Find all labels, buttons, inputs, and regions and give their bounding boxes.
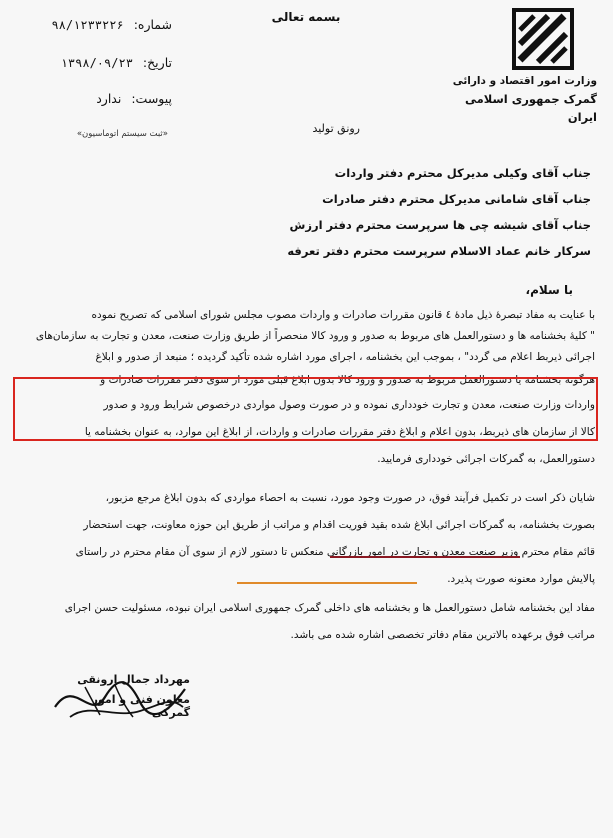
- body-line: کالا از سازمان های ذیربط، بدون اعلام و ابلاغ دفتر مقررات صادرات و واردات، از ابلاغ این موارد، به عنوان بخشنامه یا: [84, 426, 595, 438]
- cc-line: رونق تولید: [312, 122, 360, 135]
- recipients-list: [151, 160, 591, 264]
- customs-logo: [512, 8, 574, 70]
- registered-note: «ثبت سیستم اتوماسیون»: [76, 129, 168, 139]
- letter-attachment: [12, 91, 172, 111]
- body-line: مراتب فوق برعهده بالاترین مقام دفاتر تخصصی اشاره شده می باشد.: [290, 629, 595, 641]
- highlight-box: [13, 377, 598, 441]
- signatory-title: معاون فنی و امور گمرکی: [91, 693, 190, 719]
- paragraph-3: [15, 595, 595, 649]
- org-ministry: وزارت امور اقتصاد و دارائی: [452, 75, 597, 87]
- body-line: شایان ذکر است در تکمیل فرآیند فوق، در صورت وجود مورد، نسبت به احصاء مواردی که بدون ابلاغ مرجع مزبور،: [105, 492, 595, 504]
- attachment-value: ندارد: [96, 91, 122, 106]
- body-line: بصورت بخشنامه، به گمرکات اجرائی ابلاغ شده بقید فوریت اقدام و مراتب از طریق این حوزه معاونت، جهت استحضار: [83, 519, 595, 531]
- attachment-label: پیوست:: [131, 91, 172, 106]
- letter-date-label: تاریخ:: [142, 55, 172, 70]
- letter-number: [12, 17, 172, 37]
- signatory-name: مهرداد جمال ارونقی: [77, 673, 190, 686]
- body-line: واردات وزارت صنعت، معدن و تجارت خودداری نموده و در صورت وصول مواردی درخصوص شرایط ورود و صدور: [103, 399, 595, 411]
- letter-date-value: ۱۳۹۸/۰۹/۲۳: [60, 56, 133, 70]
- letter-number-label: شماره:: [133, 17, 172, 32]
- body-line: هرگونه بخشنامه یا دستورالعمل مربوط به صدور و ورود کالا بدون ابلاغ قبلی مورد از سوی دفتر مقررات صادرات و: [100, 374, 595, 386]
- body-line: اجرائی ذیربط اعلام می گردد" ، بموجب این بخشنامه ، اجرای مورد اشاره شده تأکید گردیده ؛ منبعد از صدور و ابلاغ: [95, 351, 595, 363]
- underline-red: [330, 556, 520, 558]
- organization-name: [447, 72, 597, 126]
- body-line: دستورالعمل، به گمرکات اجرائی خودداری فرمایید.: [377, 453, 595, 465]
- recipient-line: جناب آقای شیشه چی ها سرپرست محترم دفتر ارزش: [289, 218, 591, 232]
- letter-number-value: ۹۸/۱۲۳۳۲۲۶: [51, 18, 124, 32]
- recipient-line: جناب آقای شامانی مدیرکل محترم دفتر صادرات: [322, 192, 591, 206]
- body-line: قائم مقام محترم وزیر صنعت معدن و تجارت در امور بازرگانی منعکس تا دستور لازم از سوی آن مقام محترم در راستای: [75, 546, 595, 558]
- body-line: " کلیهٔ بخشنامه ها و دستورالعمل های مربوط به صدور و ورود کالا منحصراً از طریق وزارت صنعت، معدن و تجارت به سازمان‌های: [35, 330, 595, 342]
- bismillah-heading: بسمه تعالی: [271, 10, 341, 24]
- body-line: پالایش موارد معنونه صورت پذیرد.: [447, 573, 595, 585]
- recipient-line: جناب آقای وکیلی مدیرکل محترم دفتر واردات: [334, 166, 591, 180]
- underline-orange: [237, 582, 417, 584]
- body-line: مفاد این بخشنامه شامل دستورالعمل ها و بخشنامه های داخلی گمرک جمهوری اسلامی ایران نبوده، مسئولیت حسن اجرای: [64, 602, 595, 614]
- letter-date: [12, 55, 172, 75]
- body-line: با عنایت به مفاد تبصرهٔ ذیل مادهٔ ٤ قانون مقررات صادرات و واردات مصوب مجلس شورای اسلامی که تصریح نموده: [91, 309, 595, 321]
- salutation: با سلام،: [525, 283, 573, 297]
- paragraph-2: [15, 485, 595, 593]
- recipient-line: سرکار خانم عماد الاسلام سرپرست محترم دفتر تعرفه: [287, 244, 591, 258]
- org-customs: گمرک جمهوری اسلامی ایران: [464, 92, 597, 124]
